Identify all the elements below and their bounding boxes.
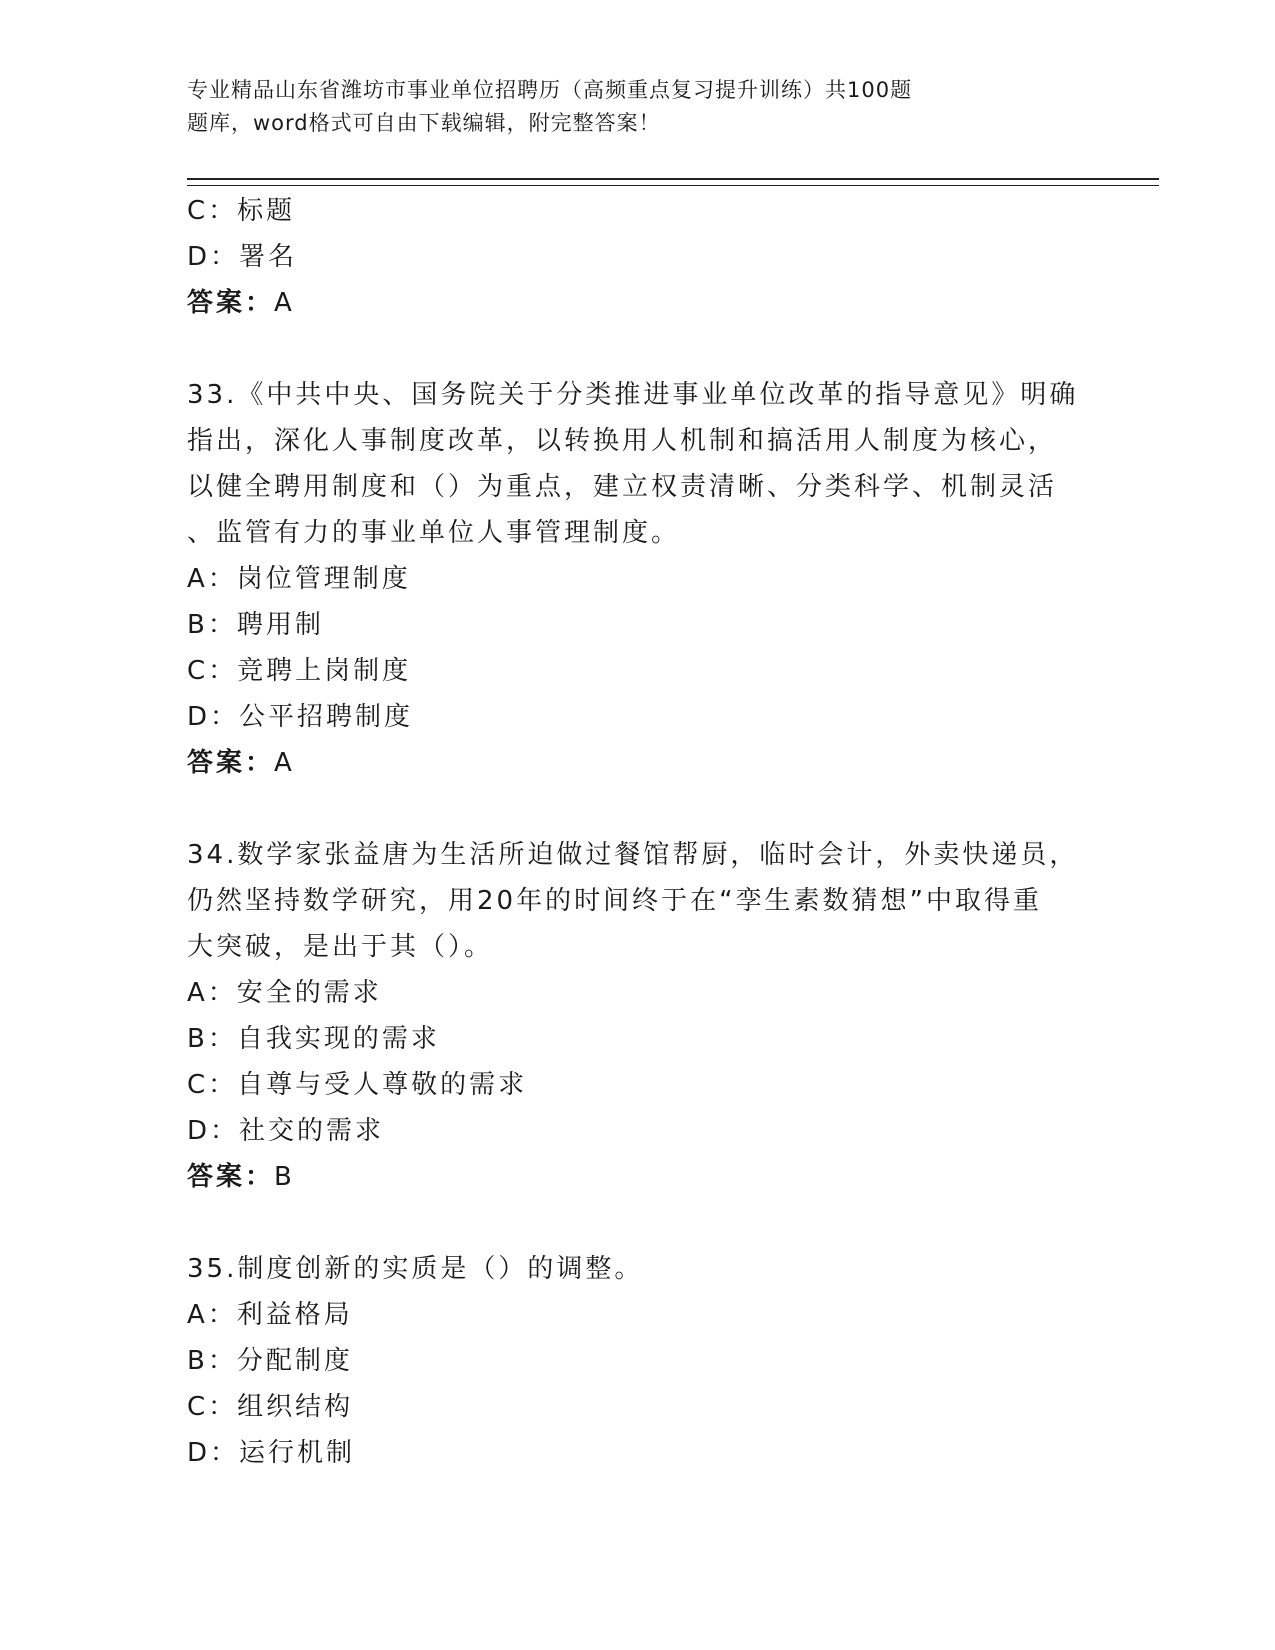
option-b: B：自我实现的需求 xyxy=(187,1024,440,1054)
page-header xyxy=(187,74,1087,140)
option-c: C：组织结构 xyxy=(187,1392,354,1422)
header-divider xyxy=(187,178,1159,186)
question-text-line: 33.《中共中央、国务院关于分类推进事业单位改革的指导意见》明确 xyxy=(187,380,1079,410)
option-a: A：利益格局 xyxy=(187,1300,353,1330)
option-c: C：标题 xyxy=(187,196,296,226)
spacer xyxy=(187,786,1087,832)
answer-value: A xyxy=(274,748,295,778)
question-33 xyxy=(187,372,1087,786)
question-text-line: 34.数学家张益唐为生活所迫做过餐馆帮厨，临时会计，外卖快递员， xyxy=(187,840,1079,870)
option-a: A：岗位管理制度 xyxy=(187,564,411,594)
question-text-line: 大突破，是出于其（）。 xyxy=(187,932,494,962)
question-text-line: 指出，深化人事制度改革，以转换用人机制和搞活用人制度为核心， xyxy=(187,426,1058,456)
question-34 xyxy=(187,832,1087,1200)
option-d: D：署名 xyxy=(187,242,298,272)
spacer xyxy=(187,1200,1087,1246)
prev-question xyxy=(187,188,1087,326)
question-text-line: 35.制度创新的实质是（）的调整。 xyxy=(187,1254,644,1284)
answer xyxy=(187,740,1087,786)
question-text-line: 、监管有力的事业单位人事管理制度。 xyxy=(187,518,681,548)
option-d: D：社交的需求 xyxy=(187,1116,385,1146)
header-line-1: 专业精品山东省潍坊市事业单位招聘历（高频重点复习提升训练）共100题 xyxy=(187,78,913,102)
option-a: A：安全的需求 xyxy=(187,978,382,1008)
document-body xyxy=(187,188,1087,1476)
option-c: C：竞聘上岗制度 xyxy=(187,656,412,686)
spacer xyxy=(187,326,1087,372)
answer xyxy=(187,280,1087,326)
option-d: D：运行机制 xyxy=(187,1438,356,1468)
option-d: D：公平招聘制度 xyxy=(187,702,414,732)
answer-label: 答案： xyxy=(187,748,275,778)
option-b: B：聘用制 xyxy=(187,610,324,640)
option-c: C：自尊与受人尊敬的需求 xyxy=(187,1070,528,1100)
question-text-line: 仍然坚持数学研究，用20年的时间终于在“孪生素数猜想”中取得重 xyxy=(187,886,1043,916)
answer-value: A xyxy=(274,288,295,318)
question-35 xyxy=(187,1246,1087,1476)
option-b: B：分配制度 xyxy=(187,1346,353,1376)
header-line-2: 题库，word格式可自由下载编辑，附完整答案！ xyxy=(187,111,661,135)
question-text-line: 以健全聘用制度和（）为重点，建立权责清晰、分类科学、机制灵活 xyxy=(187,472,1058,502)
answer-label: 答案： xyxy=(187,288,275,318)
answer xyxy=(187,1154,1087,1200)
answer-label: 答案： xyxy=(187,1162,275,1192)
answer-value: B xyxy=(274,1162,295,1192)
